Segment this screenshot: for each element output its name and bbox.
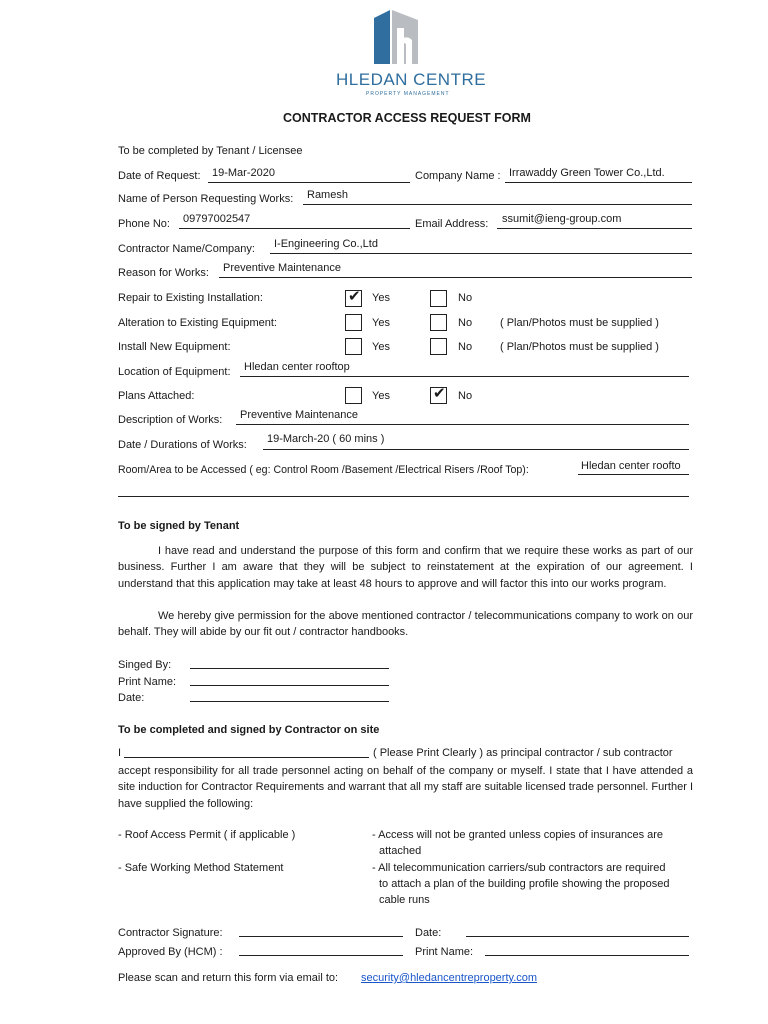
tenant-date-line[interactable] bbox=[190, 701, 389, 702]
contractor-i-label: I bbox=[118, 747, 122, 759]
room-label: Room/Area to be Accessed ( eg: Control Room /Basement /Electrical Risers /Roof Top): bbox=[118, 464, 529, 476]
phone-line bbox=[179, 228, 410, 229]
person-requesting-label: Name of Person Requesting Works: bbox=[118, 193, 294, 205]
print-name-label: Print Name: bbox=[118, 676, 177, 688]
tenant-date-label: Date: bbox=[118, 692, 145, 704]
plans-attached-label: Plans Attached: bbox=[118, 390, 195, 402]
email-line bbox=[497, 228, 692, 229]
telecom-note-2: to attach a plan of the building profile showing the proposed bbox=[379, 878, 670, 890]
contractor-heading: To be completed and signed by Contractor on site bbox=[118, 724, 380, 736]
reason-line bbox=[219, 277, 692, 278]
description-line bbox=[236, 424, 689, 425]
access-note-2: attached bbox=[379, 845, 422, 857]
description-value[interactable]: Preventive Maintenance bbox=[240, 409, 359, 421]
room-line-2 bbox=[118, 496, 689, 497]
duration-label: Date / Durations of Works: bbox=[118, 439, 247, 451]
signed-by-line[interactable] bbox=[190, 668, 389, 669]
person-requesting-value[interactable]: Ramesh bbox=[307, 189, 348, 201]
duration-line bbox=[263, 449, 689, 450]
plans-yes-checkbox[interactable] bbox=[345, 387, 362, 404]
email-value[interactable]: ssumit@ieng-group.com bbox=[502, 213, 622, 225]
roof-access-item: - Roof Access Permit ( if applicable ) bbox=[118, 829, 296, 841]
telecom-note-1: - All telecommunication carriers/sub contractors are required bbox=[372, 862, 666, 874]
alteration-no-checkbox[interactable] bbox=[430, 314, 447, 331]
check-label: Repair to Existing Installation: bbox=[118, 292, 263, 304]
room-value[interactable]: Hledan center roofto bbox=[581, 460, 681, 472]
contractor-paragraph: accept responsibility for all trade personnel acting on behalf of the company or myself. I state that I have attended a site induction for Contractor Requirements and warrant that all my staff are suitable licensed trade personnel. Further I have supplied the following: bbox=[118, 765, 693, 810]
company-name-line bbox=[505, 182, 692, 183]
description-label: Description of Works: bbox=[118, 414, 223, 426]
plan-note: ( Plan/Photos must be supplied ) bbox=[500, 341, 659, 353]
yes-label: Yes bbox=[372, 341, 390, 353]
tenant-paragraph-2: We hereby give permission for the above mentioned contractor / telecommunications company to work on our behalf. They will abide by our fit out / contractor handbooks. bbox=[118, 610, 693, 639]
tenant-paragraph-1: I have read and understand the purpose of this form and confirm that we require these works as part of our business. Further I am aware that they will be subject to reinstatement at the expiration of our agreement. I understand that this application may take at least 48 hours to approve and will factor this into our works program. bbox=[118, 545, 693, 590]
contractor-date-line[interactable] bbox=[466, 936, 689, 937]
company-name-label: Company Name : bbox=[415, 170, 501, 182]
check-mark-icon: ✔ bbox=[348, 288, 361, 305]
location-label: Location of Equipment: bbox=[118, 366, 231, 378]
yes-label: Yes bbox=[372, 390, 390, 402]
contractor-value[interactable]: I-Engineering Co.,Ltd bbox=[274, 238, 378, 250]
approved-by-line[interactable] bbox=[239, 955, 403, 956]
phone-label: Phone No: bbox=[118, 218, 170, 230]
repair-yes-checkbox[interactable] bbox=[345, 290, 362, 307]
yes-label: Yes bbox=[372, 292, 390, 304]
contractor-signature-line[interactable] bbox=[239, 936, 403, 937]
approver-print-name-label: Print Name: bbox=[415, 946, 474, 958]
location-line bbox=[240, 376, 689, 377]
no-label: No bbox=[458, 341, 473, 353]
contractor-signature-label: Contractor Signature: bbox=[118, 927, 223, 939]
install-yes-checkbox[interactable] bbox=[345, 338, 362, 355]
contractor-label: Contractor Name/Company: bbox=[118, 243, 255, 255]
building-logo-icon bbox=[366, 8, 428, 66]
repair-no-checkbox[interactable] bbox=[430, 290, 447, 307]
safe-working-item: - Safe Working Method Statement bbox=[118, 862, 284, 874]
alteration-yes-checkbox[interactable] bbox=[345, 314, 362, 331]
no-label: No bbox=[458, 292, 473, 304]
reason-value[interactable]: Preventive Maintenance bbox=[223, 262, 342, 274]
signed-by-label: Singed By: bbox=[118, 659, 172, 671]
reason-label: Reason for Works: bbox=[118, 267, 209, 279]
room-line bbox=[578, 474, 689, 475]
yes-label: Yes bbox=[372, 317, 390, 329]
contractor-date-label: Date: bbox=[415, 927, 442, 939]
date-of-request-line bbox=[208, 182, 410, 183]
plans-no-checkbox[interactable] bbox=[430, 387, 447, 404]
form-intro: To be completed by Tenant / Licensee bbox=[118, 145, 303, 157]
check-mark-icon: ✔ bbox=[433, 385, 446, 402]
approved-by-label: Approved By (HCM) : bbox=[118, 946, 223, 958]
form-title: CONTRACTOR ACCESS REQUEST FORM bbox=[283, 111, 531, 125]
date-of-request-label: Date of Request: bbox=[118, 170, 201, 182]
approver-print-name-line[interactable] bbox=[485, 955, 689, 956]
footer-text: Please scan and return this form via email to: bbox=[118, 972, 339, 984]
company-name-value[interactable]: Irrawaddy Green Tower Co.,Ltd. bbox=[509, 167, 665, 179]
install-no-checkbox[interactable] bbox=[430, 338, 447, 355]
contractor-line-rest: ( Please Print Clearly ) as principal contractor / sub contractor bbox=[373, 747, 673, 759]
person-requesting-line bbox=[303, 204, 692, 205]
access-note-1: - Access will not be granted unless copies of insurances are bbox=[372, 829, 664, 841]
tenant-heading: To be signed by Tenant bbox=[118, 520, 240, 532]
phone-value[interactable]: 09797002547 bbox=[183, 213, 251, 225]
check-label: Install New Equipment: bbox=[118, 341, 231, 353]
plan-note: ( Plan/Photos must be supplied ) bbox=[500, 317, 659, 329]
check-label: Alteration to Existing Equipment: bbox=[118, 317, 277, 329]
print-name-line[interactable] bbox=[190, 685, 389, 686]
date-of-request-value[interactable]: 19-Mar-2020 bbox=[212, 167, 275, 179]
no-label: No bbox=[458, 317, 473, 329]
logo-name: HLEDAN CENTRE bbox=[336, 70, 487, 89]
logo-tagline: PROPERTY MANAGEMENT bbox=[366, 91, 450, 97]
contractor-name-line[interactable] bbox=[124, 757, 369, 758]
email-label: Email Address: bbox=[415, 218, 489, 230]
duration-value[interactable]: 19-March-20 ( 60 mins ) bbox=[267, 433, 385, 445]
security-email-link[interactable]: security@hledancentreproperty.com bbox=[361, 972, 538, 984]
no-label: No bbox=[458, 390, 473, 402]
location-value[interactable]: Hledan center rooftop bbox=[244, 361, 350, 373]
contractor-line bbox=[270, 253, 692, 254]
telecom-note-3: cable runs bbox=[379, 894, 430, 906]
